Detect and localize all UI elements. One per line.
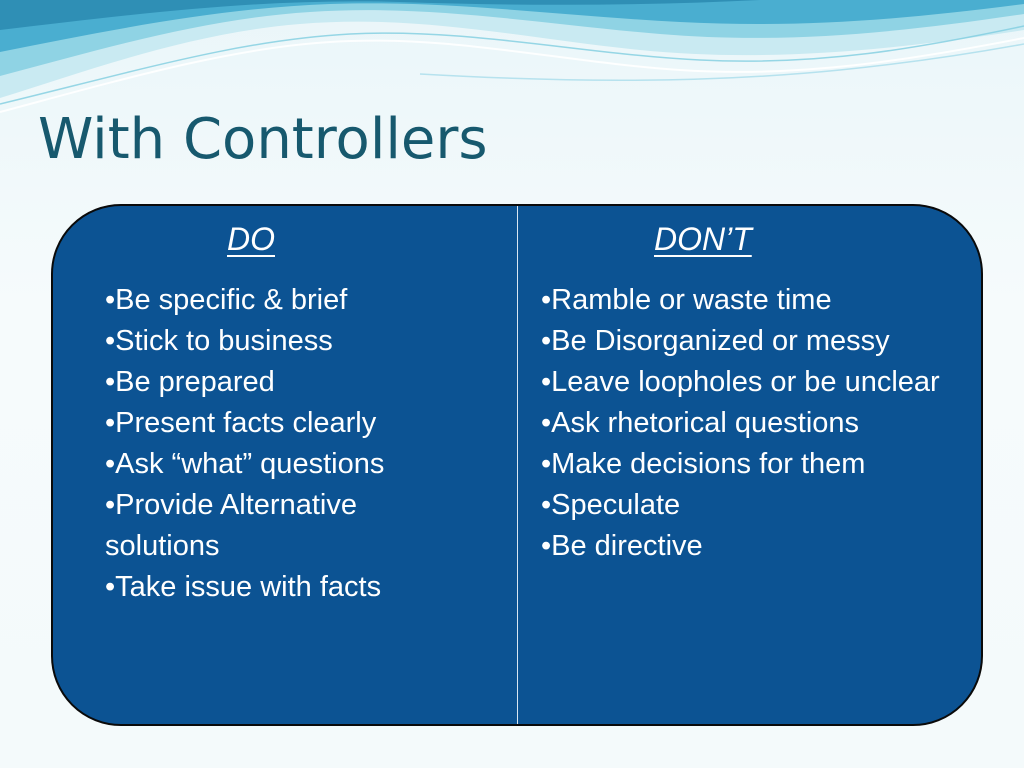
slide-title: With Controllers — [38, 107, 488, 172]
column-divider — [517, 206, 518, 724]
comparison-panel — [51, 204, 983, 726]
dont-list — [541, 280, 971, 567]
dont-item: •Be directive — [541, 530, 703, 562]
do-item: •Stick to business — [105, 325, 333, 357]
do-item: •Ask “what” questions — [105, 448, 385, 480]
dont-item: •Be Disorganized or messy — [541, 325, 890, 357]
do-item: •Present facts clearly — [105, 407, 377, 439]
dont-item: •Make decisions for them — [541, 448, 866, 480]
do-item: •Take issue with facts — [105, 571, 382, 603]
do-list — [105, 280, 465, 608]
dont-item: •Ask rhetorical questions — [541, 407, 860, 439]
do-item: •Be prepared — [105, 366, 275, 398]
dont-item: •Speculate — [541, 489, 681, 521]
do-heading: DO — [227, 221, 275, 257]
dont-item: •Leave loopholes or be unclear — [541, 366, 940, 398]
dont-item: •Ramble or waste time — [541, 284, 832, 316]
dont-heading: DON’T — [654, 221, 752, 257]
do-item: •Provide Alternative solutions — [105, 489, 357, 562]
do-item: •Be specific & brief — [105, 284, 348, 316]
